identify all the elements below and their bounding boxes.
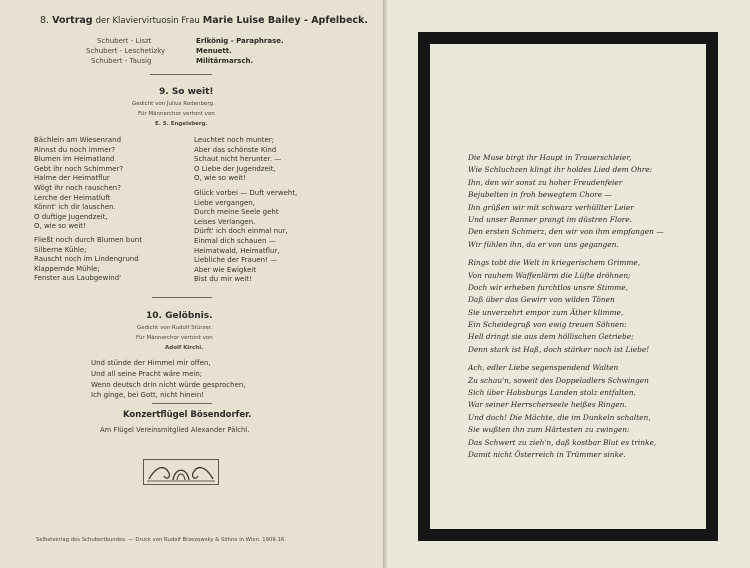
verse-line: Aber wie Ewigkeit xyxy=(194,265,257,274)
item-number: 8. xyxy=(40,15,50,26)
section-10-poet: Gedicht von Rudolf Stürzer. xyxy=(137,325,213,331)
verse-line: Bist du mir weit! xyxy=(194,275,252,284)
work-composer-2: Schubert - Leschetizky xyxy=(86,47,166,55)
verse-line: Bächlein am Wiesenrand xyxy=(34,136,122,144)
item-vortrag: Vortrag xyxy=(52,15,93,26)
verse-line: Schaut nicht herunter. — xyxy=(194,155,282,164)
verse-10 xyxy=(91,358,246,401)
performer-name: Marie Luise Bailey - Apfelbeck. xyxy=(202,15,368,26)
verse-line: Rinnst du noch immer? xyxy=(34,145,116,154)
verse-line: Liebe vergangen, xyxy=(194,198,255,207)
divider xyxy=(150,74,212,75)
verse-line: Liebliche der Frauen! — xyxy=(194,256,278,265)
poem-line: Ihn grüßen wir mit schwarz verhüllter Leier xyxy=(468,202,634,212)
poem-line: Ach, edler Liebe segenspendend Walten xyxy=(468,363,619,373)
section-9-poet: Gedicht von Julius Rodenberg. xyxy=(132,101,215,107)
section-10-set-by: Für Männerchor vertont von xyxy=(136,335,213,341)
poem-line: Bejubelten in froh bewegtem Chore — xyxy=(468,190,612,200)
verse-9-column-1 xyxy=(34,136,142,284)
poem-line: Und doch! Die Mächte, die im Dunkeln schalten, xyxy=(468,412,651,422)
program-item-8 xyxy=(40,15,368,26)
poem-line: Daß über das Gewirr von wilden Tönen xyxy=(468,295,615,305)
poem-line: Hell dringt sie aus dem höllischen Getriebe; xyxy=(468,332,634,342)
verse-line: Könnt' ich dir lauschen. xyxy=(34,203,116,212)
piano-accompanist: Am Flügel Vereinsmitglied Alexander Pälchl. xyxy=(100,426,250,434)
verse-line: Glück vorbei — Duft verweht, xyxy=(194,188,298,197)
verse-line: Leises Verlangen. xyxy=(194,217,256,226)
work-composer-3: Schubert - Tausig xyxy=(91,57,152,65)
work-composer-1: Schubert - Liszt xyxy=(97,37,152,45)
section-9-set-by: Für Männerchor vertont von xyxy=(138,111,215,117)
verse-line: Einmal dich schauen — xyxy=(194,236,276,245)
verse-line: Leuchtet noch munter; xyxy=(194,136,275,144)
printer-footer: Selbstverlag des Schubertbundes. — Druck von Rudolf Brzezowsky & Söhne in Wien. 1909.16. xyxy=(36,537,286,543)
memorial-poem xyxy=(468,153,664,462)
work-title-2: Menuett. xyxy=(196,47,232,55)
verse-line: Blumen im Heimatland xyxy=(34,155,115,164)
verse-line: Aber das schönste Kind xyxy=(194,145,277,154)
poem-line: War seiner Herrscherseele heißes Ringen. xyxy=(468,400,627,410)
poem-line: Und unser Banner prangt im düstren Flore. xyxy=(468,214,632,224)
item-performer-intro: der Klaviervirtuosin Frau xyxy=(95,16,200,26)
poem-line: Sie wußten ihn zum Härtesten zu zwingen: xyxy=(468,425,630,435)
verse-line: Fenster aus Laubgewind' xyxy=(34,274,122,283)
verse-line: Lerche der Heimatluft xyxy=(34,193,111,202)
section-10-title: 10. Gelöbnis. xyxy=(146,311,213,321)
poem-line: Sie unverzehrt empor zum Äther klimme, xyxy=(468,307,624,317)
verse-line: O duftige Jugendzeit, xyxy=(34,212,108,221)
poem-line: Wir fühlen ihn, da er von uns gegangen. xyxy=(468,239,619,249)
poem-line: Wie Schluchzen klingt ihr holdes Lied dem Ohre: xyxy=(468,165,653,175)
poem-line: Damit nicht Österreich in Trümmer sinke. xyxy=(468,449,626,459)
verse-line: Klappernde Mühle; xyxy=(34,264,100,273)
verse-line: Fließt noch durch Blumen bunt xyxy=(34,235,142,244)
poem-line: Das Schwert zu zieh'n, daß kostbar Blut es trinke, xyxy=(468,437,657,447)
divider xyxy=(152,403,212,404)
work-title-3: Militärmarsch. xyxy=(196,57,254,65)
poem-line: Zu schau'n, soweit des Doppeladlers Schwingen xyxy=(468,375,649,385)
verse-line: Gebt ihr noch Schimmer? xyxy=(34,164,124,173)
verse-line: Wenn deutsch drin nicht würde gesprochen, xyxy=(91,380,246,389)
verse-line: Silberne Kühle; xyxy=(34,245,87,254)
poem-line: Denn stark ist Haß, doch stärker noch ist Liebe! xyxy=(468,344,650,354)
verse-9-column-2 xyxy=(194,136,297,285)
verse-line: O Liebe der Jugendzeit, xyxy=(194,164,276,173)
section-9-title: 9. So weit! xyxy=(159,87,214,97)
poem-line: Sich über Habsburgs Landen stolz entfalten, xyxy=(468,388,636,398)
ornament-icon xyxy=(143,459,219,485)
verse-line: Rauscht noch im Lindengrund xyxy=(34,255,139,264)
divider xyxy=(152,297,212,298)
verse-line: Ich ginge, bei Gott, nicht hinein! xyxy=(91,391,205,400)
poem-line: Ein Scheidegruß von ewig treuen Söhnen: xyxy=(468,320,627,330)
verse-line: O, wie so weit! xyxy=(194,174,246,183)
verse-line: Wögt ihr noch rauschen? xyxy=(34,183,121,192)
poem-line: Die Muse birgt ihr Haupt in Trauerschleier, xyxy=(468,153,632,162)
verse-line: Dürft' ich doch einmal nur, xyxy=(194,227,288,236)
work-title-1: Erlkönig - Paraphrase. xyxy=(196,37,284,45)
poem-line: Rings tobt die Welt in kriegerischem Grimme, xyxy=(468,258,641,268)
verse-line: Durch meine Seele geht xyxy=(194,208,279,217)
section-10-composer: Adolf Kirchl. xyxy=(165,345,204,351)
verse-line: Heimatwald, Heimatflur, xyxy=(194,246,280,255)
verse-line: Und all seine Pracht wäre mein; xyxy=(91,369,203,378)
verse-line: Halme der Heimatflur xyxy=(34,174,110,183)
poem-line: Von rauhem Waffenlärm die Lüfte dröhnen; xyxy=(468,270,631,280)
poem-line: Den ersten Schmerz, den wir von ihm empfangen — xyxy=(468,227,664,237)
poem-line: Ihn, den wir sonst zu hoher Freudenfeier xyxy=(468,177,623,187)
verse-line: Und stünde der Himmel mir offen, xyxy=(91,359,211,367)
section-9-composer: E. S. Engelsberg. xyxy=(155,121,208,127)
piano-credit: Konzertflügel Bösendorfer. xyxy=(123,410,252,420)
verse-line: O, wie so weit! xyxy=(34,222,86,231)
poem-line: Doch wir erheben furchtlos unsre Stimme, xyxy=(468,282,629,292)
